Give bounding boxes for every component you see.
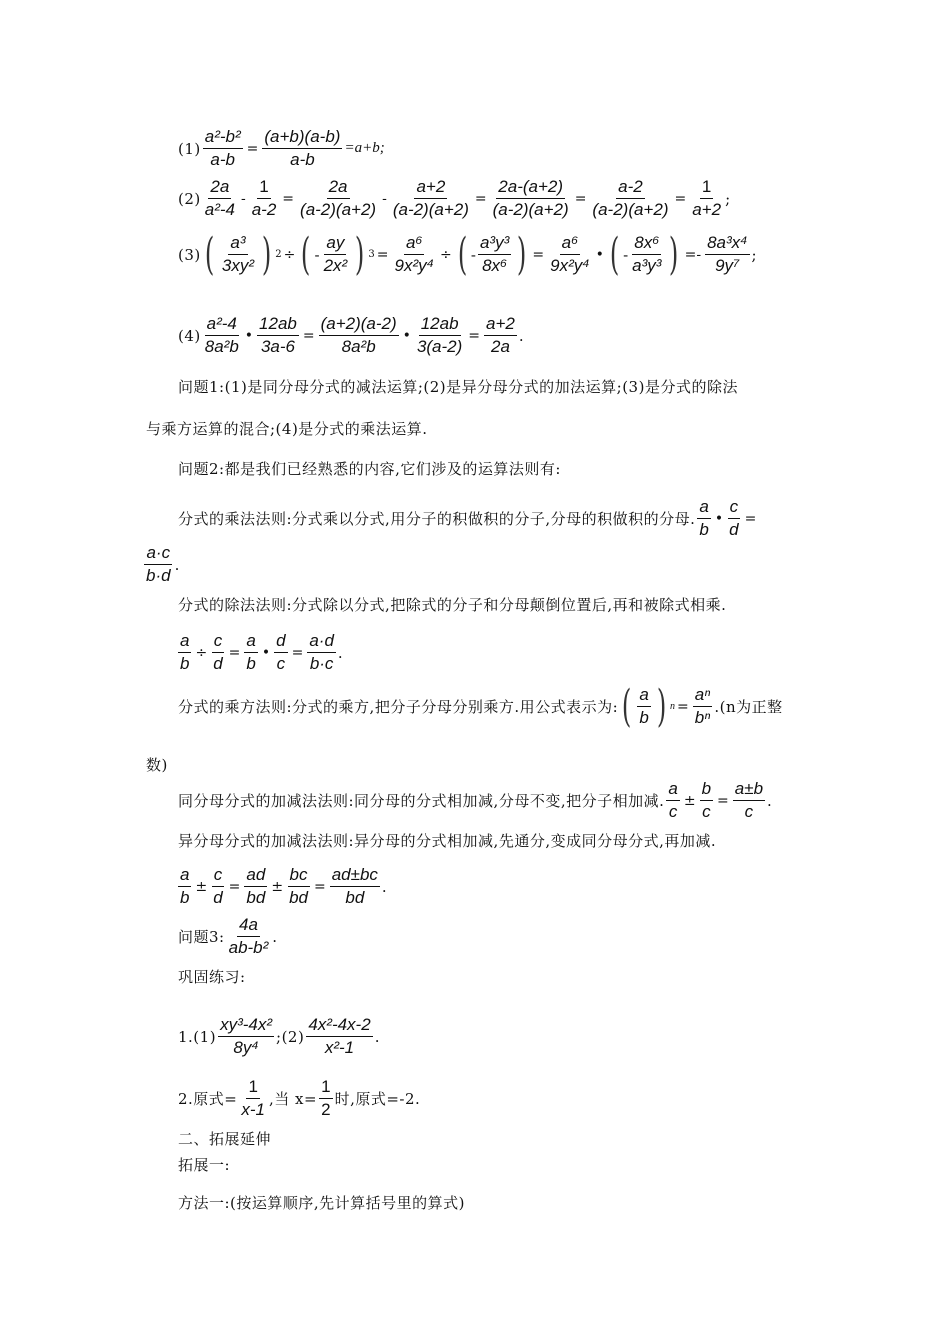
answer-3: (3) ( $\frac{\text{a³}}{\text{3xy²}}$ ) 2 ÷ ( - $\frac{ay}{\text{2x²}}$ ) 3 = $\frac{\text{a⁶}}{\text{9x²y⁴}}$ ÷ ( - $\frac{\text{a³y³}}{\text{8x⁶}}$ ) = $\frac{\text{a⁶}}{\text{9x²y⁴}}$ • ( - $\frac{\text{8x⁶}}{\text{a³y³}}$ ) =- $\frac{\text{8a³x⁴}}{\text{9y⁷}}$ ; <box>178 228 757 280</box>
section-heading: 二、拓展延伸 <box>178 1130 272 1148</box>
extension-1: 拓展一: <box>178 1156 231 1174</box>
answer-2-label: (2) <box>178 189 201 208</box>
multiplication-result: $\frac{a\cdot c}{b\cdot d}$ . <box>146 543 180 585</box>
power-rule-tail: 数) <box>146 756 168 774</box>
answer-3-label: (3) <box>178 245 201 264</box>
multiplication-rule: 分式的乘法法则:分式乘以分式,用分子的积做积的分子,分母的积做积的分母. $\frac{a}{b}$ • $\frac{c}{d}$ = <box>178 497 757 539</box>
fraction: $\frac{(a+b)(a-b)}{a-b}$ <box>264 127 341 169</box>
practice-1: 1.(1) $\frac{\text{xy³-4x²}}{\text{8y⁴}}$ ;(2) $\frac{\text{4x²-4x-2}}{\text{x²-1}}$ . <box>178 1015 380 1057</box>
fraction: $\frac{\text{a²-b²}}{a-b}$ <box>204 127 241 169</box>
division-rule: 分式的除法法则:分式除以分式,把除式的分子和分母颠倒位置后,再和被除式相乘. <box>178 596 727 614</box>
same-denominator-rule: 同分母分式的加减法法则:同分母的分式相加减,分母不变,把分子相加减. $\frac{a}{c}$ ± $\frac{b}{c}$ = $\frac{a\pm b}{c}$ . <box>178 779 772 821</box>
answer-1-result: =a+b; <box>344 140 385 156</box>
question-2: 问题2:都是我们已经熟悉的内容,它们涉及的运算法则有: <box>178 460 561 478</box>
answer-1: (1) $\frac{\text{a²-b²}}{a-b}$ = $\frac{(a+b)(a-b)}{a-b}$ =a+b; <box>178 127 385 169</box>
answer-4-label: (4) <box>178 326 201 345</box>
question-3: 问题3: $\frac{4a}{\text{ab-b²}}$ . <box>178 915 278 957</box>
answer-4: (4) $\frac{\text{a²-4}}{\text{8a²b}}$ • $\frac{12ab}{3a-6}$ = $\frac{(a+2)(a-2)}{\text{8a²b}}$ • $\frac{12ab}{3(a-2)}$ = $\frac{a+2}{2a}$ . <box>178 314 524 356</box>
method-1: 方法一:(按运算顺序,先计算括号里的算式) <box>178 1194 466 1212</box>
different-denominator-rule: 异分母分式的加减法法则:异分母的分式相加减,先通分,变成同分母分式,再加减. <box>178 832 717 850</box>
power-rule: 分式的乘方法则:分式的乘方,把分子分母分别乘方.用公式表示为: ( $\frac{a}{b}$ ) n = $\frac{\text{aⁿ}}{\text{bⁿ}}$ .(n为正整 <box>178 680 783 732</box>
different-denominator-formula: $\frac{a}{b}$ ± $\frac{c}{d}$ = $\frac{ad}{bd}$ ± $\frac{bc}{bd}$ = $\frac{ad\pm bc}{bd}$ . <box>180 865 387 907</box>
question-1-line-2: 与乘方运算的混合;(4)是分式的乘法运算. <box>146 420 428 438</box>
division-formula: $\frac{a}{b}$ ÷ $\frac{c}{d}$ = $\frac{a}{b}$ • $\frac{d}{c}$ = $\frac{a\cdot d}{b\cdot c}$ . <box>180 631 343 673</box>
practice-heading: 巩固练习: <box>178 968 246 986</box>
answer-2: (2) $\frac{2a}{\text{a²-4}}$ - $\frac{1}{a-2}$ = $\frac{2a}{(a-2)(a+2)}$ - $\frac{a+2}{(a-2)(a+2)}$ = $\frac{2a-(a+2)}{(a-2)(a+2)}$ = $\frac{a-2}{(a-2)(a+2)}$ = $\frac{1}{a+2}$ ; <box>178 177 731 219</box>
question-1-line-1: 问题1:(1)是同分母分式的减法运算;(2)是异分母分式的加法运算;(3)是分式的除法 <box>178 378 738 396</box>
answer-1-label: (1) <box>178 139 201 158</box>
practice-2: 2.原式= $\frac{1}{x-1}$ ,当 x= $\frac{1}{2}$ 时,原式=-2. <box>178 1077 421 1119</box>
